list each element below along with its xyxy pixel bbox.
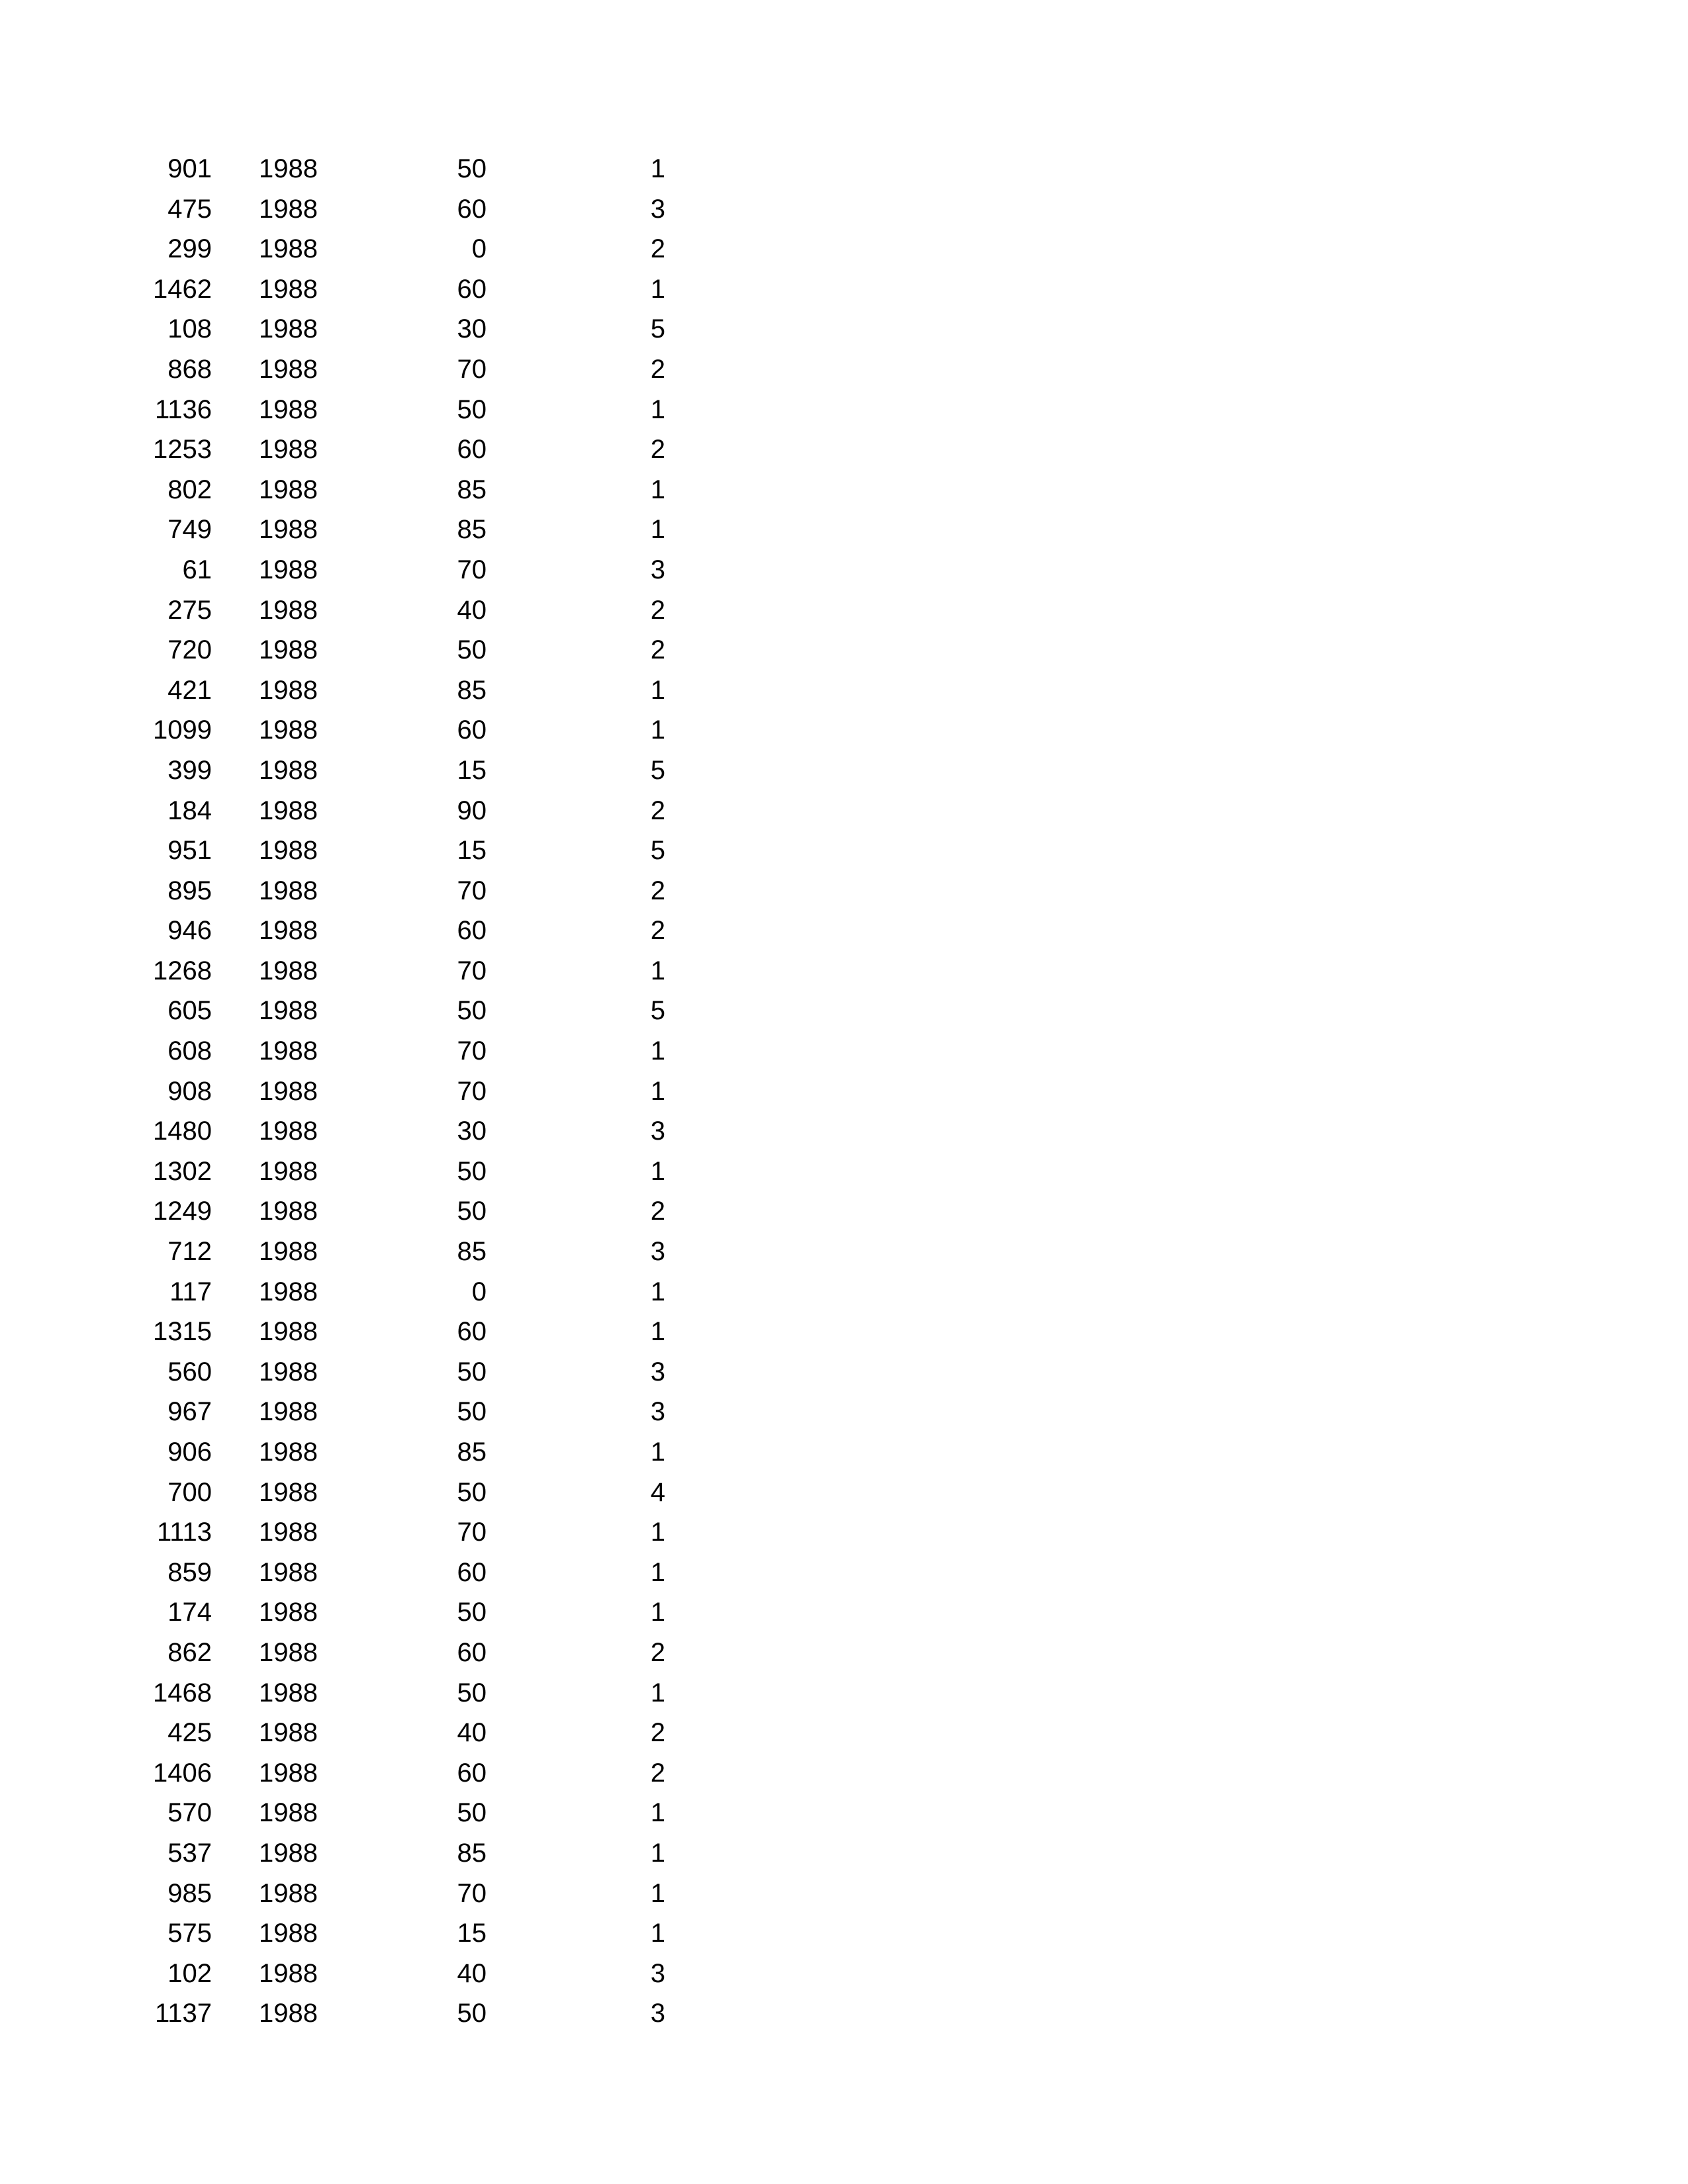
table-row — [0, 871, 728, 911]
year-cell: 1988 — [259, 1197, 318, 1226]
year-cell: 1988 — [259, 1076, 318, 1106]
value-cell: 60 — [457, 1758, 487, 1788]
id-cell: 108 — [167, 314, 212, 344]
id-cell: 1480 — [153, 1116, 212, 1146]
value-cell: 60 — [457, 274, 487, 304]
value-cell: 85 — [457, 475, 487, 504]
value-cell: 85 — [457, 515, 487, 545]
year-cell: 1988 — [259, 515, 318, 545]
id-cell: 1406 — [153, 1758, 212, 1788]
year-cell: 1988 — [259, 354, 318, 384]
table-row — [0, 189, 728, 230]
value-cell: 60 — [457, 1637, 487, 1667]
value-cell: 50 — [457, 1357, 487, 1387]
id-cell: 575 — [167, 1919, 212, 1948]
table-row — [0, 1071, 728, 1112]
count-cell: 2 — [650, 595, 665, 625]
year-cell: 1988 — [259, 1798, 318, 1828]
value-cell: 50 — [457, 1397, 487, 1427]
count-cell: 3 — [650, 1397, 665, 1427]
value-cell: 70 — [457, 1878, 487, 1908]
id-cell: 117 — [169, 1277, 212, 1306]
table-row — [0, 1633, 728, 1673]
value-cell: 85 — [457, 675, 487, 705]
year-cell: 1988 — [259, 1718, 318, 1748]
table-row — [0, 1191, 728, 1232]
value-cell: 50 — [457, 1197, 487, 1226]
count-cell: 3 — [650, 1237, 665, 1267]
value-cell: 15 — [457, 1919, 487, 1948]
id-cell: 1136 — [154, 394, 212, 424]
year-cell: 1988 — [259, 635, 318, 665]
count-cell: 3 — [650, 1958, 665, 1988]
table-row — [0, 1673, 728, 1713]
table-row — [0, 1031, 728, 1071]
year-cell: 1988 — [259, 1678, 318, 1707]
year-cell: 1988 — [259, 1999, 318, 2028]
count-cell: 1 — [650, 1878, 665, 1908]
id-cell: 275 — [167, 595, 212, 625]
year-cell: 1988 — [259, 1277, 318, 1306]
table-row — [0, 390, 728, 430]
value-cell: 90 — [457, 796, 487, 825]
table-row — [0, 951, 728, 991]
count-cell: 3 — [650, 1357, 665, 1387]
year-cell: 1988 — [259, 1637, 318, 1667]
count-cell: 1 — [650, 675, 665, 705]
value-cell: 70 — [457, 956, 487, 985]
value-cell: 50 — [457, 1999, 487, 2028]
value-cell: 50 — [457, 394, 487, 424]
value-cell: 50 — [457, 1678, 487, 1707]
count-cell: 3 — [650, 194, 665, 224]
year-cell: 1988 — [259, 1357, 318, 1387]
table-row — [0, 1392, 728, 1432]
id-cell: 102 — [167, 1958, 212, 1988]
count-cell: 1 — [650, 154, 665, 183]
table-row — [0, 751, 728, 791]
table-row — [0, 470, 728, 510]
data-table — [0, 149, 1688, 2034]
id-cell: 184 — [167, 796, 212, 825]
count-cell: 2 — [650, 354, 665, 384]
year-cell: 1988 — [259, 1919, 318, 1948]
value-cell: 0 — [471, 234, 487, 264]
table-row — [0, 1793, 728, 1833]
value-cell: 60 — [457, 1557, 487, 1587]
year-cell: 1988 — [259, 1958, 318, 1988]
year-cell: 1988 — [259, 475, 318, 504]
value-cell: 15 — [457, 836, 487, 866]
id-cell: 475 — [167, 194, 212, 224]
id-cell: 1315 — [153, 1317, 212, 1347]
id-cell: 1253 — [153, 435, 212, 465]
year-cell: 1988 — [259, 595, 318, 625]
value-cell: 70 — [457, 1518, 487, 1547]
id-cell: 421 — [167, 675, 212, 705]
count-cell: 1 — [650, 1798, 665, 1828]
year-cell: 1988 — [259, 836, 318, 866]
id-cell: 425 — [167, 1718, 212, 1748]
count-cell: 2 — [650, 1637, 665, 1667]
year-cell: 1988 — [259, 555, 318, 584]
table-row — [0, 349, 728, 390]
table-row — [0, 1833, 728, 1874]
id-cell: 720 — [167, 635, 212, 665]
value-cell: 0 — [471, 1277, 487, 1306]
id-cell: 1468 — [153, 1678, 212, 1707]
value-cell: 70 — [457, 1076, 487, 1106]
year-cell: 1988 — [259, 1116, 318, 1146]
year-cell: 1988 — [259, 394, 318, 424]
value-cell: 70 — [457, 1036, 487, 1066]
count-cell: 1 — [650, 1156, 665, 1186]
id-cell: 61 — [182, 555, 212, 584]
count-cell: 5 — [650, 996, 665, 1026]
value-cell: 70 — [457, 354, 487, 384]
id-cell: 700 — [167, 1477, 212, 1507]
year-cell: 1988 — [259, 1237, 318, 1267]
table-row — [0, 991, 728, 1031]
table-row — [0, 831, 728, 871]
count-cell: 1 — [650, 515, 665, 545]
year-cell: 1988 — [259, 996, 318, 1026]
year-cell: 1988 — [259, 715, 318, 745]
table-row — [0, 510, 728, 550]
table-row — [0, 1152, 728, 1192]
count-cell: 1 — [650, 715, 665, 745]
id-cell: 895 — [167, 876, 212, 905]
table-row — [0, 590, 728, 631]
year-cell: 1988 — [259, 274, 318, 304]
value-cell: 40 — [457, 1958, 487, 1988]
id-cell: 1302 — [153, 1156, 212, 1186]
id-cell: 908 — [167, 1076, 212, 1106]
year-cell: 1988 — [259, 234, 318, 264]
table-row — [0, 791, 728, 831]
year-cell: 1988 — [259, 796, 318, 825]
table-row — [0, 1713, 728, 1753]
count-cell: 1 — [650, 394, 665, 424]
year-cell: 1988 — [259, 1758, 318, 1788]
id-cell: 906 — [167, 1437, 212, 1467]
value-cell: 85 — [457, 1838, 487, 1868]
year-cell: 1988 — [259, 1437, 318, 1467]
table-row — [0, 1432, 728, 1473]
count-cell: 1 — [650, 1277, 665, 1306]
table-row — [0, 1111, 728, 1152]
value-cell: 15 — [457, 755, 487, 785]
table-row — [0, 1473, 728, 1513]
year-cell: 1988 — [259, 1036, 318, 1066]
year-cell: 1988 — [259, 1397, 318, 1427]
year-cell: 1988 — [259, 1477, 318, 1507]
table-row — [0, 430, 728, 470]
table-row — [0, 1312, 728, 1352]
id-cell: 605 — [167, 996, 212, 1026]
id-cell: 299 — [167, 234, 212, 264]
count-cell: 2 — [650, 796, 665, 825]
id-cell: 802 — [167, 475, 212, 504]
year-cell: 1988 — [259, 1317, 318, 1347]
count-cell: 2 — [650, 1758, 665, 1788]
table-row — [0, 1352, 728, 1392]
id-cell: 868 — [167, 354, 212, 384]
id-cell: 946 — [167, 916, 212, 946]
value-cell: 60 — [457, 435, 487, 465]
value-cell: 70 — [457, 555, 487, 584]
count-cell: 1 — [650, 475, 665, 504]
count-cell: 2 — [650, 1197, 665, 1226]
value-cell: 50 — [457, 154, 487, 183]
count-cell: 5 — [650, 836, 665, 866]
count-cell: 1 — [650, 1036, 665, 1066]
table-row — [0, 229, 728, 269]
year-cell: 1988 — [259, 1878, 318, 1908]
year-cell: 1988 — [259, 956, 318, 985]
table-row — [0, 1232, 728, 1272]
id-cell: 859 — [167, 1557, 212, 1587]
count-cell: 5 — [650, 314, 665, 344]
value-cell: 50 — [457, 1798, 487, 1828]
value-cell: 40 — [457, 1718, 487, 1748]
value-cell: 30 — [457, 1116, 487, 1146]
year-cell: 1988 — [259, 1598, 318, 1627]
count-cell: 2 — [650, 435, 665, 465]
table-row — [0, 309, 728, 349]
year-cell: 1988 — [259, 675, 318, 705]
id-cell: 901 — [167, 154, 212, 183]
count-cell: 5 — [650, 755, 665, 785]
table-row — [0, 1954, 728, 1994]
year-cell: 1988 — [259, 755, 318, 785]
count-cell: 2 — [650, 635, 665, 665]
id-cell: 608 — [167, 1036, 212, 1066]
value-cell: 85 — [457, 1237, 487, 1267]
year-cell: 1988 — [259, 194, 318, 224]
value-cell: 60 — [457, 916, 487, 946]
value-cell: 50 — [457, 1477, 487, 1507]
count-cell: 1 — [650, 274, 665, 304]
id-cell: 862 — [167, 1637, 212, 1667]
id-cell: 1249 — [153, 1197, 212, 1226]
id-cell: 1099 — [153, 715, 212, 745]
id-cell: 712 — [167, 1237, 212, 1267]
id-cell: 749 — [167, 515, 212, 545]
table-row — [0, 1874, 728, 1914]
table-row — [0, 911, 728, 951]
table-row — [0, 1753, 728, 1794]
value-cell: 60 — [457, 1317, 487, 1347]
value-cell: 30 — [457, 314, 487, 344]
count-cell: 1 — [650, 1437, 665, 1467]
id-cell: 174 — [167, 1598, 212, 1627]
count-cell: 1 — [650, 1076, 665, 1106]
id-cell: 967 — [167, 1397, 212, 1427]
count-cell: 2 — [650, 916, 665, 946]
year-cell: 1988 — [259, 435, 318, 465]
table-row — [0, 1272, 728, 1312]
table-row — [0, 550, 728, 590]
year-cell: 1988 — [259, 1518, 318, 1547]
value-cell: 50 — [457, 635, 487, 665]
year-cell: 1988 — [259, 1838, 318, 1868]
value-cell: 50 — [457, 1156, 487, 1186]
id-cell: 537 — [167, 1838, 212, 1868]
year-cell: 1988 — [259, 916, 318, 946]
table-row — [0, 1512, 728, 1553]
id-cell: 1137 — [154, 1999, 212, 2028]
table-row — [0, 710, 728, 751]
count-cell: 1 — [650, 1838, 665, 1868]
value-cell: 40 — [457, 595, 487, 625]
id-cell: 951 — [167, 836, 212, 866]
id-cell: 985 — [167, 1878, 212, 1908]
table-row — [0, 1913, 728, 1954]
table-row — [0, 1993, 728, 2034]
count-cell: 3 — [650, 555, 665, 584]
count-cell: 2 — [650, 876, 665, 905]
count-cell: 1 — [650, 1518, 665, 1547]
count-cell: 1 — [650, 1598, 665, 1627]
count-cell: 1 — [650, 1678, 665, 1707]
value-cell: 50 — [457, 996, 487, 1026]
count-cell: 1 — [650, 1919, 665, 1948]
year-cell: 1988 — [259, 154, 318, 183]
year-cell: 1988 — [259, 314, 318, 344]
id-cell: 1268 — [153, 956, 212, 985]
table-row — [0, 269, 728, 310]
year-cell: 1988 — [259, 1156, 318, 1186]
id-cell: 1462 — [153, 274, 212, 304]
value-cell: 60 — [457, 715, 487, 745]
count-cell: 1 — [650, 956, 665, 985]
table-row — [0, 1592, 728, 1633]
table-row — [0, 149, 728, 189]
year-cell: 1988 — [259, 1557, 318, 1587]
value-cell: 70 — [457, 876, 487, 905]
count-cell: 2 — [650, 234, 665, 264]
count-cell: 1 — [650, 1557, 665, 1587]
value-cell: 60 — [457, 194, 487, 224]
id-cell: 570 — [167, 1798, 212, 1828]
count-cell: 3 — [650, 1116, 665, 1146]
id-cell: 560 — [167, 1357, 212, 1387]
year-cell: 1988 — [259, 876, 318, 905]
count-cell: 2 — [650, 1718, 665, 1748]
table-row — [0, 1553, 728, 1593]
count-cell: 3 — [650, 1999, 665, 2028]
table-row — [0, 670, 728, 711]
table-row — [0, 630, 728, 670]
id-cell: 399 — [167, 755, 212, 785]
count-cell: 1 — [650, 1317, 665, 1347]
count-cell: 4 — [650, 1477, 665, 1507]
value-cell: 50 — [457, 1598, 487, 1627]
value-cell: 85 — [457, 1437, 487, 1467]
id-cell: 1113 — [156, 1518, 212, 1547]
